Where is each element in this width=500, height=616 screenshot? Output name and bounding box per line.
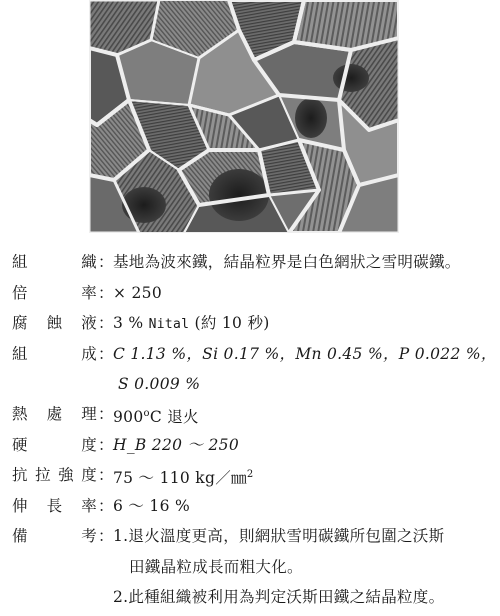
row-hardness: 硬 度 ： H_B 220 ～ 250 [12,430,494,461]
row-remarks-cont [12,552,494,582]
row-structure: 組 織 ： 基地為波來鐵，結晶粒界是白色網狀之雪明碳鐵。 [12,247,494,278]
dark-pearlite-region [122,187,166,223]
micrograph-image [89,0,399,233]
value-composition: C 1.13 %，Si 0.17 %，Mn 0.45 %，P 0.022 %， [113,344,497,363]
dark-pearlite-region [295,98,327,138]
label-hardness: 硬 度 [12,435,97,454]
remark-note-2: 2.此種組織被利用為判定沃斯田鐵之結晶粒度。 [113,587,445,606]
row-remarks-note2 [12,582,494,612]
row-composition: 組 成 ： C 1.13 %，Si 0.17 %，Mn 0.45 %，P 0.022 %， [12,339,494,370]
value-hardness: H_B 220 ～ 250 [113,435,240,454]
label-etchant: 腐 蝕 液 [12,314,97,332]
value-composition-cont: S 0.009 % [118,375,201,393]
label-elongation: 伸 長 率 [12,496,97,515]
label-magnification: 倍 率 [12,283,97,302]
label-composition: 組 成 [12,344,97,363]
label-remarks: 備 考 [12,527,97,545]
value-structure: 基地為波來鐵，結晶粒界是白色網狀之雪明碳鐵。 [113,253,461,271]
value-elongation: 6 ～ 16 % [113,496,190,515]
row-etchant: 腐 蝕 液 ： 3 % Nital (約 10 秒) [12,308,494,339]
dark-pearlite-region [333,64,369,92]
row-elongation: 伸 長 率 ： 6 ～ 16 % [12,491,494,522]
specification-list [12,247,497,612]
row-magnification: 倍 率 ： × 250 [12,278,494,309]
label-structure: 組 織 [12,253,97,271]
remark-note-1: 1.退火溫度更高，則網狀雪明碳鐵所包圍之沃斯 [113,527,445,545]
row-heat-treatment: 熱 處 理 ： 900$^o$C 退火 [12,399,494,430]
value-magnification: × 250 [113,283,162,302]
value-tensile-strength: 75 ～ 110 kg／㎜$^2$ [113,469,254,487]
value-heat-treatment: 900$^o$C 退火 [113,408,199,426]
label-heat-treatment: 熱 處 理 [12,405,97,423]
row-composition-cont [12,369,494,399]
row-tensile-strength: 抗 拉 強 度 ： 75 ～ 110 kg／㎜$^2$ [12,460,494,491]
value-etchant: 3 % Nital (約 10 秒) [113,314,270,332]
label-tensile-strength: 抗 拉 強 度 [12,466,97,484]
remark-note-1-cont: 田鐵晶粒成長而粗大化。 [129,557,303,576]
row-remarks: 備 考 ： 1.退火溫度更高，則網狀雪明碳鐵所包圍之沃斯 [12,521,494,552]
